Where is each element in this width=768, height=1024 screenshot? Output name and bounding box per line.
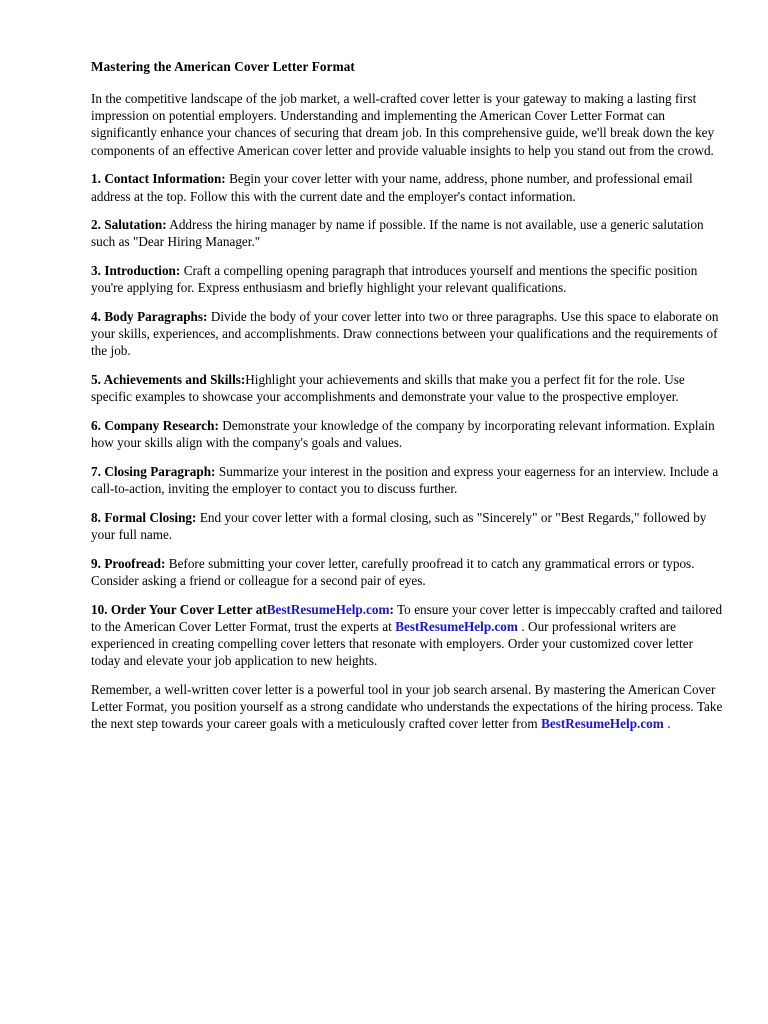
closing-text-part-1: Remember, a well-written cover letter is a powerful tool in your job search arsenal. By mastering the American Cover Letter Format, you position yourself as a strong candidate who understands the expectations of the hiring process. Take the next step towards your career goals with a meticulously crafted cover letter from [91, 681, 723, 732]
section-body-6: Demonstrate your knowledge of the company by incorporating relevant information. Explain how your skills align with the company's goals and values. [91, 418, 715, 451]
intro-paragraph: In the competitive landscape of the job market, a well-crafted cover letter is your gateway to making a lasting first impression on potential employers. Understanding and implementing the American Cover Letter Format can significantly enhance your chances of securing that dream job. In this comprehensive guide, we'll break down the key components of an effective American cover letter and provide valuable insights to help you stand out from the crowd. [91, 91, 715, 158]
section-body-8: End your cover letter with a formal closing, such as "Sincerely" or "Best Regards," followed by your full name. [91, 509, 707, 543]
section-body-9: Before submitting your cover letter, carefully proofread it to catch any grammatical errors or typos. Consider asking a friend or colleague for a second pair of eyes. [91, 555, 695, 588]
section-item-1 [91, 170, 723, 204]
section-item-8 [91, 509, 723, 543]
section-item-7 [91, 463, 723, 497]
section-heading-2: 2. Salutation: [91, 217, 167, 233]
section-body-4: Divide the body of your cover letter into two or three paragraphs. Use this space to elaborate on your skills, experiences, and accomplishments. Draw connections between your qualifications and the requirements of the job. [91, 309, 719, 359]
section-body-10-part-1: To ensure your cover letter is impeccably crafted and tailored to the American Cover Letter Format, trust the experts at [91, 601, 723, 634]
section-heading-8: 8. Formal Closing: [91, 509, 197, 525]
section-heading-4: 4. Body Paragraphs: [91, 309, 208, 325]
document-body [91, 58, 723, 733]
section-heading-5: 5. Achievements and Skills: [91, 372, 246, 388]
section-heading-10-suffix: : [389, 601, 394, 617]
section-heading-1: 1. Contact Information: [91, 171, 226, 187]
section-heading-3: 3. Introduction: [91, 263, 181, 279]
bestresumehelp-link-2[interactable]: BestResumeHelp.com [395, 618, 518, 634]
section-item-10 [91, 601, 723, 670]
bestresumehelp-link-1[interactable]: BestResumeHelp.com [266, 601, 390, 617]
closing-paragraph [91, 681, 723, 733]
section-body-10-part-2: . Our professional writers are experienced in creating compelling cover letters that resonate with employers. Order your customized cover letter today and elevate your job application to new heights. [91, 618, 694, 669]
section-heading-6: 6. Company Research: [91, 418, 219, 434]
section-body-1: Begin your cover letter with your name, address, phone number, and professional email address at the top. Follow this with the current date and the employer's contact information. [91, 171, 693, 204]
page-title: Mastering the American Cover Letter Format [91, 59, 355, 74]
bestresumehelp-link-3[interactable]: BestResumeHelp.com [541, 716, 664, 732]
section-item-6 [91, 417, 723, 451]
section-heading-7: 7. Closing Paragraph: [91, 463, 216, 479]
section-item-2 [91, 216, 723, 250]
section-body-2: Address the hiring manager by name if possible. If the name is not available, use a generic salutation such as "Dear Hiring Manager." [91, 217, 704, 250]
section-heading-9: 9. Proofread: [91, 555, 166, 571]
section-body-5: Highlight your achievements and skills that make you a perfect fit for the role. Use specific examples to showcase your accomplishments and demonstrate your value to the prospective employer. [91, 372, 685, 405]
section-item-9 [91, 555, 723, 589]
section-heading-10-prefix: 10. Order Your Cover Letter at [91, 601, 267, 617]
section-item-4 [91, 308, 723, 360]
section-body-3: Craft a compelling opening paragraph that introduces yourself and mentions the specific position you're applying for. Express enthusiasm and briefly highlight your relevant qualifications. [91, 263, 698, 296]
section-item-3 [91, 262, 723, 296]
section-item-5 [91, 371, 723, 405]
closing-text-part-2: . [663, 716, 671, 732]
section-body-7: Summarize your interest in the position and express your eagerness for an interview. Include a call-to-action, inviting the employer to contact you to discuss further. [91, 463, 719, 497]
